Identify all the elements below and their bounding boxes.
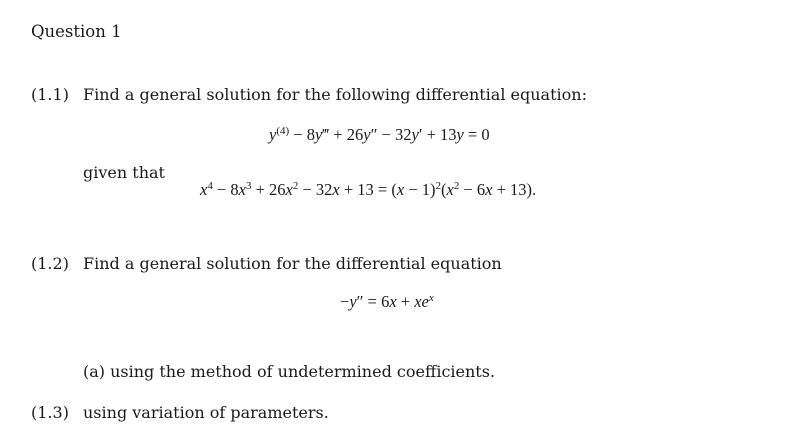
question-1-2-statement: Find a general solution for the differential equation bbox=[83, 254, 502, 273]
question-1-3-statement: using variation of parameters. bbox=[83, 403, 329, 422]
question-number-1-2: (1.2) bbox=[31, 254, 69, 273]
question-number-1-3: (1.3) bbox=[31, 403, 69, 422]
question-1-1-statement: Find a general solution for the following differential equation: bbox=[83, 85, 587, 104]
question-number-1-1: (1.1) bbox=[31, 85, 69, 104]
characteristic-factorization: $x^4 - 8x^3 + 26x^2 - 32x + 13 = (x - 1)^2(x^2 - 6x + 13)$. bbox=[200, 179, 537, 199]
question-heading: Question 1 bbox=[31, 22, 122, 41]
differential-equation-1-2: $-y'' = 6x + xe^x$ bbox=[340, 291, 434, 311]
differential-equation-1-1: $y^{(4)}$ − 8y‴ + 26y″ − 32y′ + 13y = 0 bbox=[269, 124, 490, 144]
given-that-label: given that bbox=[83, 163, 165, 182]
part-a-instruction: (a) using the method of undetermined coefficients. bbox=[83, 362, 496, 381]
